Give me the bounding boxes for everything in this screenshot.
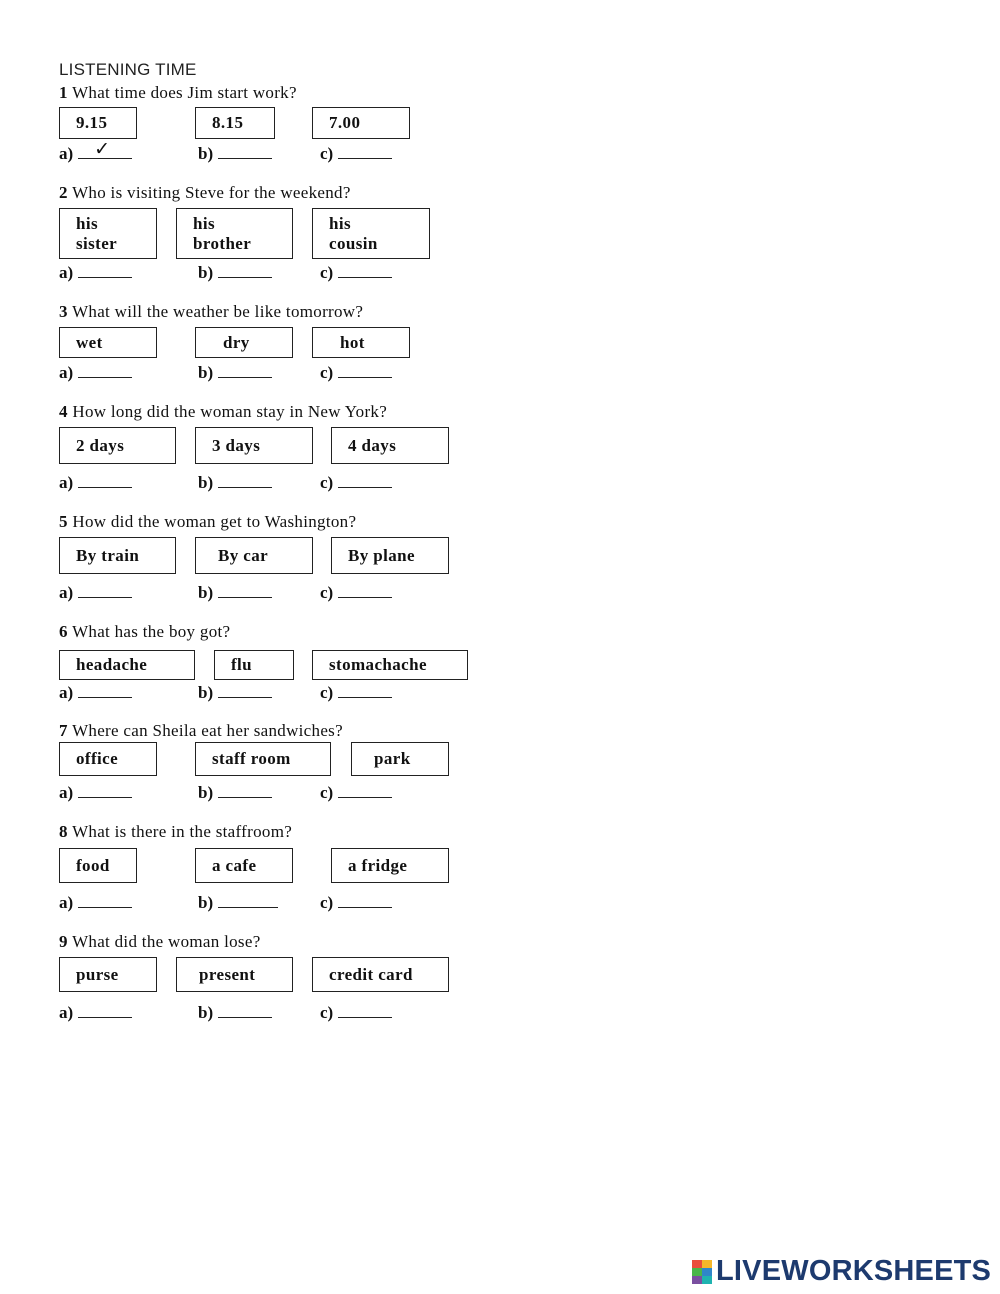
option-box-5a: By train [59,537,176,574]
option-box-9a: purse [59,957,157,992]
answer-blank[interactable] [338,473,392,488]
answer-5b: b) [198,583,272,603]
answer-3a: a) [59,363,132,383]
option-box-4c: 4 days [331,427,449,464]
answer-blank[interactable] [78,893,132,908]
question-1 [59,83,297,103]
question-8: 8 What is there in the staffroom? [59,822,293,841]
question-2: 2 Who is visiting Steve for the weekend? [59,183,351,202]
question-5: 5 How did the woman get to Washington? [59,512,357,531]
answer-blank[interactable] [338,893,392,908]
answer-blank[interactable] [78,783,132,798]
option-box-4b: 3 days [195,427,313,464]
answer-2b: b) [198,263,272,283]
option-box-7a: office [59,742,157,776]
option-box-9b: present [176,957,293,992]
answer-4b: b) [198,473,272,493]
answer-blank[interactable] [78,683,132,698]
answer-4a: a) [59,473,132,493]
option-box-3c: hot [312,327,410,358]
answer-2a: a) [59,263,132,283]
answer-blank[interactable] [78,263,132,278]
answer-blank[interactable] [218,783,272,798]
logo-text: LIVEWORKSHEETS [716,1255,992,1287]
answer-8b: b) [198,893,278,913]
answer-blank[interactable] [338,1003,392,1018]
question-6: 6 What has the boy got? [59,622,231,641]
answer-blank[interactable] [218,683,272,698]
answer-blank[interactable] [218,363,272,378]
question-4: 4 How long did the woman stay in New York? [59,402,388,421]
answer-9b: b) [198,1003,272,1023]
answer-7a: a) [59,783,132,803]
question-9: 9 What did the woman lose? [59,932,261,951]
answer-blank[interactable] [78,583,132,598]
answer-5c: c) [320,583,392,603]
answer-7c: c) [320,783,392,803]
answer-blank[interactable] [78,363,132,378]
option-box-8c: a fridge [331,848,449,883]
option-box-1c: 7.00 [312,107,410,139]
option-box-3b: dry [195,327,293,358]
option-box-5b: By car [195,537,313,574]
answer-blank[interactable] [78,1003,132,1018]
answer-blank[interactable] [218,263,272,278]
option-box-2c: his cousin [312,208,430,259]
answer-8c: c) [320,893,392,913]
option-box-5c: By plane [331,537,449,574]
answer-blank[interactable] [218,893,278,908]
answer-5a: a) [59,583,132,603]
option-box-8a: food [59,848,137,883]
answer-blank[interactable] [338,263,392,278]
answer-6a: a) [59,683,132,703]
question-3: 3 What will the weather be like tomorrow? [59,302,364,321]
answer-blank[interactable] [218,583,272,598]
worksheet-title: LISTENING TIME [59,60,197,79]
option-box-1b: 8.15 [195,107,275,139]
answer-2c: c) [320,263,392,283]
option-box-2a: his sister [59,208,157,259]
answer-3c: c) [320,363,392,383]
question-number: 1 [59,83,68,102]
liveworksheets-logo-icon [692,1260,712,1284]
option-box-8b: a cafe [195,848,293,883]
answer-7b: b) [198,783,272,803]
answer-blank[interactable] [78,139,132,160]
answer-blank[interactable] [338,583,392,598]
answer-blank[interactable] [338,683,392,698]
answer-1a: a) ✓ [59,144,132,164]
answer-8a: a) [59,893,132,913]
option-box-6b: flu [214,650,294,680]
option-box-6a: headache [59,650,195,680]
answer-blank[interactable] [338,144,392,159]
answer-6c: c) [320,683,392,703]
option-box-2b: his brother [176,208,293,259]
question-7: 7 Where can Sheila eat her sandwiches? [59,721,343,740]
answer-1b: b) [198,144,272,164]
answer-blank[interactable] [338,783,392,798]
answer-9a: a) [59,1003,132,1023]
answer-3b: b) [198,363,272,383]
answer-blank[interactable] [218,473,272,488]
option-box-4a: 2 days [59,427,176,464]
answer-blank[interactable] [338,363,392,378]
answer-blank[interactable] [78,473,132,488]
option-box-1a: 9.15 [59,107,137,139]
answer-4c: c) [320,473,392,493]
answer-6b: b) [198,683,272,703]
answer-blank[interactable] [218,144,272,159]
option-box-6c: stomachache [312,650,468,680]
answer-1c: c) [320,144,392,164]
answer-9c: c) [320,1003,392,1023]
answer-blank[interactable] [218,1003,272,1018]
check-mark-icon: ✓ [94,139,111,160]
option-box-9c: credit card [312,957,449,992]
option-box-7b: staff room [195,742,331,776]
liveworksheets-logo[interactable] [692,1255,991,1288]
option-box-3a: wet [59,327,157,358]
question-text: What time does Jim start work? [72,83,297,102]
option-box-7c: park [351,742,449,776]
